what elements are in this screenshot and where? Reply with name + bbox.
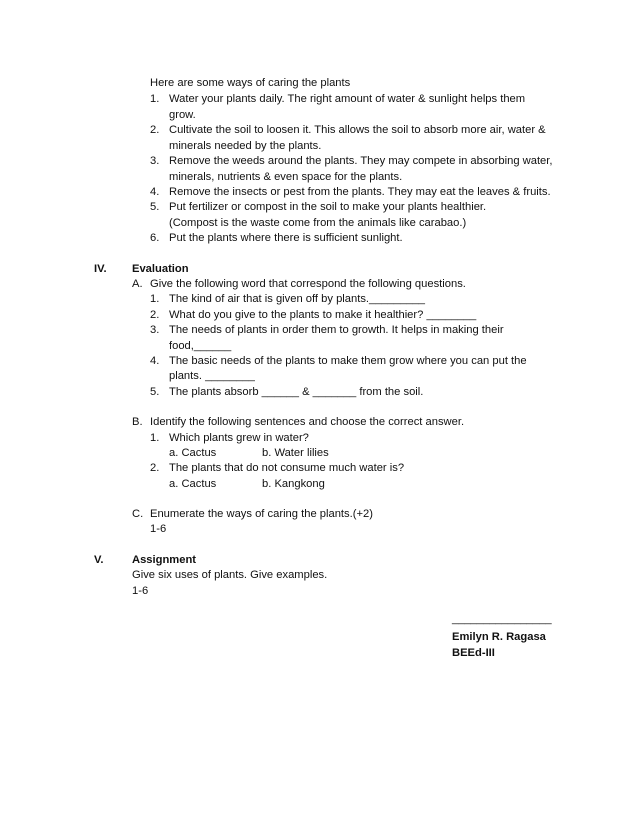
part-a-item-4-line-2: plants. ________ [169,370,255,382]
assignment-heading: Assignment [132,554,197,566]
part-b-item-1-question: Which plants grew in water? [169,432,309,444]
signature-line: ________________ [452,613,552,625]
part-a-item-2-line-1: What do you give to the plants to make it healthier? ________ [169,309,477,321]
caring-item-5-number: 5. [150,201,160,213]
evaluation-heading: Evaluation [132,263,189,275]
caring-item-1-number: 1. [150,93,160,105]
part-a-item-3-number: 3. [150,324,160,336]
part-b-instruction: Identify the following sentences and choose the correct answer. [150,416,465,428]
part-a-item-4-number: 4. [150,355,160,367]
part-b-item-2-choice-b: b. Kangkong [262,478,325,490]
caring-item-5-line-2: (Compost is the waste come from the animals like carabao.) [169,217,467,229]
assignment-numeral: V. [94,554,104,566]
caring-intro: Here are some ways of caring the plants [150,77,351,89]
part-a-item-3-line-1: The needs of plants in order them to growth. It helps in making their [169,324,504,336]
caring-item-2-number: 2. [150,124,160,136]
caring-item-4-line-1: Remove the insects or pest from the plants. They may eat the leaves & fruits. [169,186,551,198]
caring-item-6-number: 6. [150,232,160,244]
part-a-item-5-number: 5. [150,386,160,398]
caring-item-4-number: 4. [150,186,160,198]
caring-item-2-line-1: Cultivate the soil to loosen it. This allows the soil to absorb more air, water & [169,124,546,136]
part-b-item-2-question: The plants that do not consume much water is? [169,462,405,474]
caring-item-1-line-1: Water your plants daily. The right amount of water & sunlight helps them [169,93,526,105]
signature-course: BEEd-III [452,647,495,659]
signature-name: Emilyn R. Ragasa [452,631,546,643]
assignment-text: Give six uses of plants. Give examples. [132,569,328,581]
part-c-instruction: Enumerate the ways of caring the plants.(+2) [150,508,373,520]
part-c-letter: C. [132,508,144,520]
caring-item-6-line-1: Put the plants where there is sufficient sunlight. [169,232,403,244]
part-c-range: 1-6 [150,523,167,535]
part-a-item-1-number: 1. [150,293,160,305]
part-a-instruction: Give the following word that correspond the following questions. [150,278,466,290]
part-a-item-2-number: 2. [150,309,160,321]
part-a-item-3-line-2: food,______ [169,340,232,352]
part-a-item-1-line-1: The kind of air that is given off by plants._________ [169,293,426,305]
part-a-item-4-line-1: The basic needs of the plants to make them grow where you can put the [169,355,527,367]
caring-item-1-line-2: grow. [169,109,196,121]
caring-item-3-line-1: Remove the weeds around the plants. They may compete in absorbing water, [169,155,553,167]
caring-item-3-line-2: minerals, nutrients & even space for the plants. [169,171,403,183]
caring-item-2-line-2: minerals needed by the plants. [169,140,322,152]
part-b-item-1-choice-a: a. Cactus [169,447,217,459]
part-b-item-1-number: 1. [150,432,160,444]
part-b-letter: B. [132,416,143,428]
evaluation-numeral: IV. [94,263,107,275]
part-a-item-5-line-1: The plants absorb ______ & _______ from the soil. [169,386,424,398]
part-b-item-1-choice-b: b. Water lilies [262,447,329,459]
part-b-item-2-choice-a: a. Cactus [169,478,217,490]
caring-item-3-number: 3. [150,155,160,167]
caring-item-5-line-1: Put fertilizer or compost in the soil to make your plants healthier. [169,201,487,213]
part-b-item-2-number: 2. [150,462,160,474]
part-a-letter: A. [132,278,143,290]
assignment-range: 1-6 [132,585,149,597]
